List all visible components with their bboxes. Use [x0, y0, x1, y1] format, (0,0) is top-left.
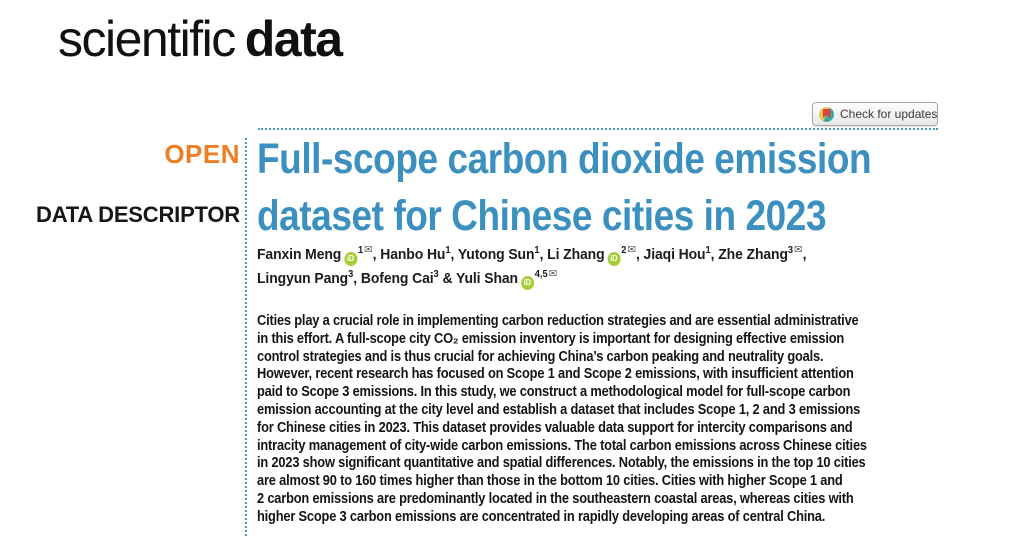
journal-logo-bold: data — [244, 11, 342, 67]
dotted-rule-vertical — [245, 138, 247, 536]
author-name: Zhe Zhang — [718, 246, 788, 263]
email-icon[interactable]: ✉ — [548, 268, 558, 280]
orcid-icon[interactable]: iD — [521, 276, 534, 290]
author-affiliation-sup: 3 — [433, 269, 439, 280]
check-for-updates-label: Check for updates — [840, 107, 938, 121]
article-title — [257, 131, 971, 245]
crossmark-bookmark-icon — [823, 109, 831, 118]
author-name: Yuli Shan — [456, 270, 518, 287]
abstract-line: for Chinese cities in 2023. This dataset provides valuable data support for intercity comparisons and — [257, 419, 853, 436]
author-name: Yutong Sun — [457, 246, 535, 263]
crossmark-icon — [819, 107, 834, 122]
abstract-line: emission accounting at the city level and establish a dataset that includes Scope 1, 2 and 3 emissions — [257, 401, 861, 418]
email-icon[interactable]: ✉ — [364, 244, 373, 256]
email-icon[interactable]: ✉ — [627, 244, 636, 256]
abstract-line: However, recent research has focused on Scope 1 and Scope 2 emissions, with insufficient attention — [257, 366, 854, 383]
abstract-line: are almost 90 to 160 times higher than those in the bottom 10 cities. Cities with higher Scope 1 and — [257, 473, 843, 490]
author-name: Lingyun Pang — [257, 270, 349, 287]
author-name: Bofeng Cai — [360, 270, 434, 287]
author-affiliation-sup: 2✉ — [621, 244, 636, 256]
author-affiliation-sup: 4,5✉ — [534, 268, 558, 280]
email-icon[interactable]: ✉ — [794, 244, 803, 256]
abstract-line: Cities play a crucial role in implementing carbon reduction strategies and are essential administrative — [257, 313, 859, 329]
journal-logo-regular: scientific — [58, 11, 235, 67]
article-title-line-1: Full-scope carbon dioxide emission — [257, 135, 872, 183]
author-line: Lingyun Pang$^3$, Bofeng Cai$^3$ & Yuli Shan $iD^{4,5✉}$ — [257, 267, 806, 291]
author-name: Jiaqi Hou — [643, 246, 706, 263]
abstract-line: in this effort. A full-scope city CO₂ emission inventory is important for designing effective emission — [257, 330, 845, 347]
journal-logo — [58, 10, 342, 68]
author-affiliation-sup: 1 — [705, 245, 711, 256]
author-affiliation-sup: 1 — [534, 245, 540, 256]
author-affiliation-sup: 3 — [348, 269, 354, 280]
authors-block — [257, 243, 848, 291]
abstract-line: higher Scope 3 carbon emissions are concentrated in rapidly developing areas of central China. — [257, 508, 826, 525]
author-affiliation-sup: 3✉ — [787, 244, 803, 256]
author-name: Hanbo Hu — [380, 246, 446, 263]
abstract-line: control strategies and is thus crucial for achieving China’s carbon peaking and neutrality goals. — [257, 348, 824, 365]
orcid-icon[interactable]: iD — [344, 252, 357, 266]
abstract-block — [257, 313, 946, 527]
author-name: Li Zhang — [547, 246, 605, 263]
open-access-label: OPEN — [164, 139, 240, 169]
article-type-label: DATA DESCRIPTOR — [36, 202, 240, 227]
author-name: Fanxin Meng — [257, 246, 342, 263]
check-for-updates-button[interactable] — [812, 102, 938, 126]
abstract-line: 2 carbon emissions are predominantly located in the southeastern coastal areas, whereas cities with — [257, 490, 854, 507]
abstract-line: in 2023 show significant quantitative and spatial differences. Notably, the emissions in the top 10 cities — [257, 455, 866, 472]
article-title-line-2: dataset for Chinese cities in 2023 — [257, 192, 827, 240]
author-line: Fanxin Meng $iD^{1✉}$, Hanbo Hu$^1$, Yutong Sun$^1$, Li Zhang $iD^{2✉}$, Jiaqi Hou$^1$, Zhe Zhang$^{3✉}$, — [257, 243, 806, 267]
orcid-icon[interactable]: iD — [607, 252, 620, 266]
abstract-line: intracity management of city-wide carbon emissions. The total carbon emissions across Chinese cities — [257, 437, 867, 454]
author-affiliation-sup: 1✉ — [357, 244, 373, 256]
author-affiliation-sup: 1 — [445, 245, 451, 256]
dotted-rule-horizontal — [258, 128, 938, 130]
abstract-line: paid to Scope 3 emissions. In this study, we construct a methodological model for full-scope carbon — [257, 384, 851, 401]
